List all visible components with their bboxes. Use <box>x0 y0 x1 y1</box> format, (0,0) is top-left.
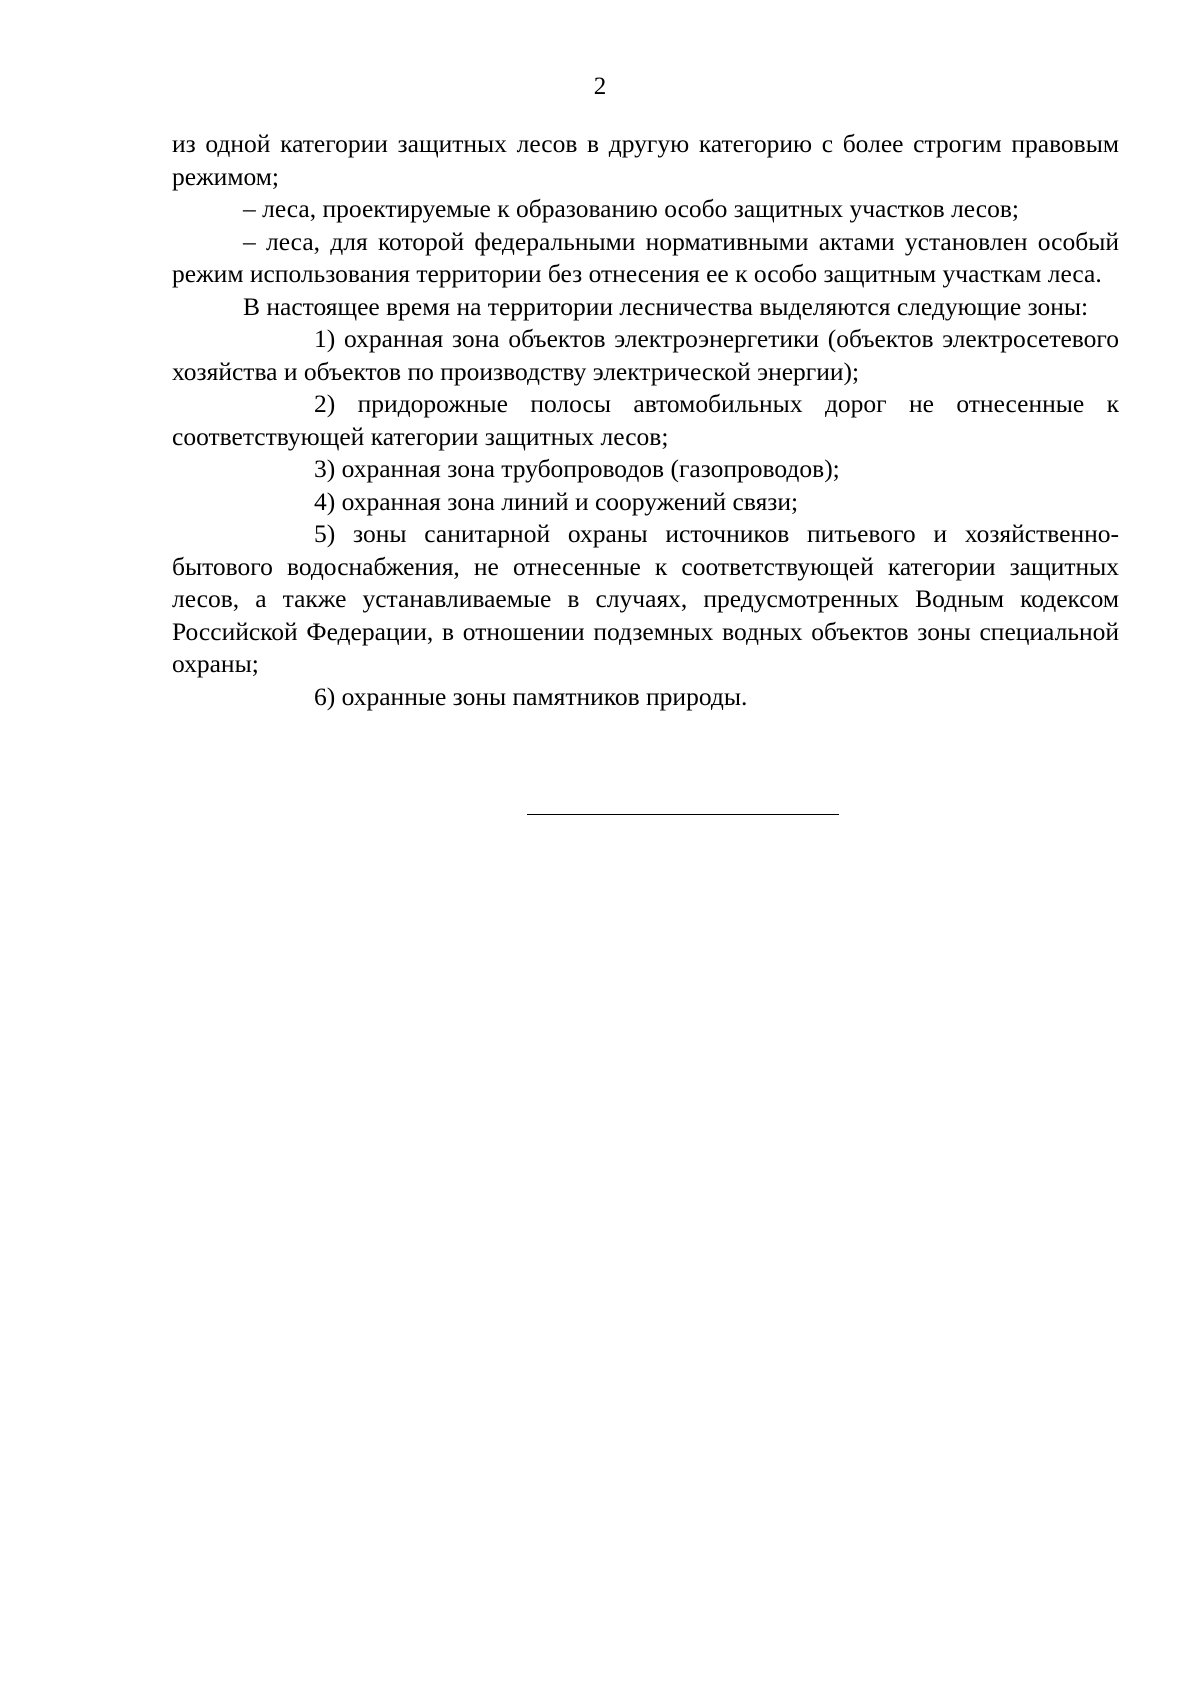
zone-number: 2) <box>314 389 336 418</box>
zone-text: зоны санитарной охраны источников питьевого и хозяйственно-бытового водоснабжения, не отнесенные к соответствующей категории защитных лесов, а также устанавливаемые в случаях, предусмотренных Водным кодексом Российской Федерации, в отношении подземных водных объектов зоны специальной охраны; <box>172 519 1120 678</box>
paragraph-dash-item-1: – леса, проектируемые к образованию особо защитных участков лесов; <box>243 194 1019 223</box>
paragraph-dash-item-2: – леса, для которой федеральными нормативными актами установлен особый режим использования территории без отнесения ее к особо защитным участкам леса. <box>172 226 1119 288</box>
zone-text: охранная зона линий и сооружений связи; <box>341 486 799 516</box>
zone-text: охранная зона трубопроводов (газопроводов); <box>341 454 840 483</box>
paragraph-zones-intro: В настоящее время на территории лесничества выделяются следующие зоны: <box>243 291 1089 321</box>
zone-list-item-5 <box>172 518 1119 681</box>
zone-list-item-6 <box>172 681 1119 714</box>
zone-number: 6) <box>314 681 336 711</box>
zone-number: 5) <box>314 519 336 548</box>
zone-list-item-4 <box>172 486 1119 519</box>
page-number: 2 <box>593 73 607 100</box>
zone-list-item-2 <box>172 388 1119 453</box>
zone-text: охранная зона объектов электроэнергетики (объектов электросетевого хозяйства и объектов по производству электрической энергии); <box>172 324 1119 386</box>
zone-number: 4) <box>314 486 336 516</box>
zone-list-item-1 <box>172 323 1119 388</box>
zone-list-item-3 <box>172 453 1119 486</box>
end-separator-line <box>527 814 839 815</box>
zone-text: охранные зоны памятников природы. <box>341 681 748 711</box>
document-body <box>172 128 1119 713</box>
zone-number: 1) <box>314 324 336 353</box>
paragraph-continuation: из одной категории защитных лесов в другую категорию с более строгим правовым режимом; <box>172 129 1119 191</box>
zone-number: 3) <box>314 454 336 483</box>
zone-text: придорожные полосы автомобильных дорог не отнесенные к соответствующей категории защитных лесов; <box>172 389 1119 451</box>
